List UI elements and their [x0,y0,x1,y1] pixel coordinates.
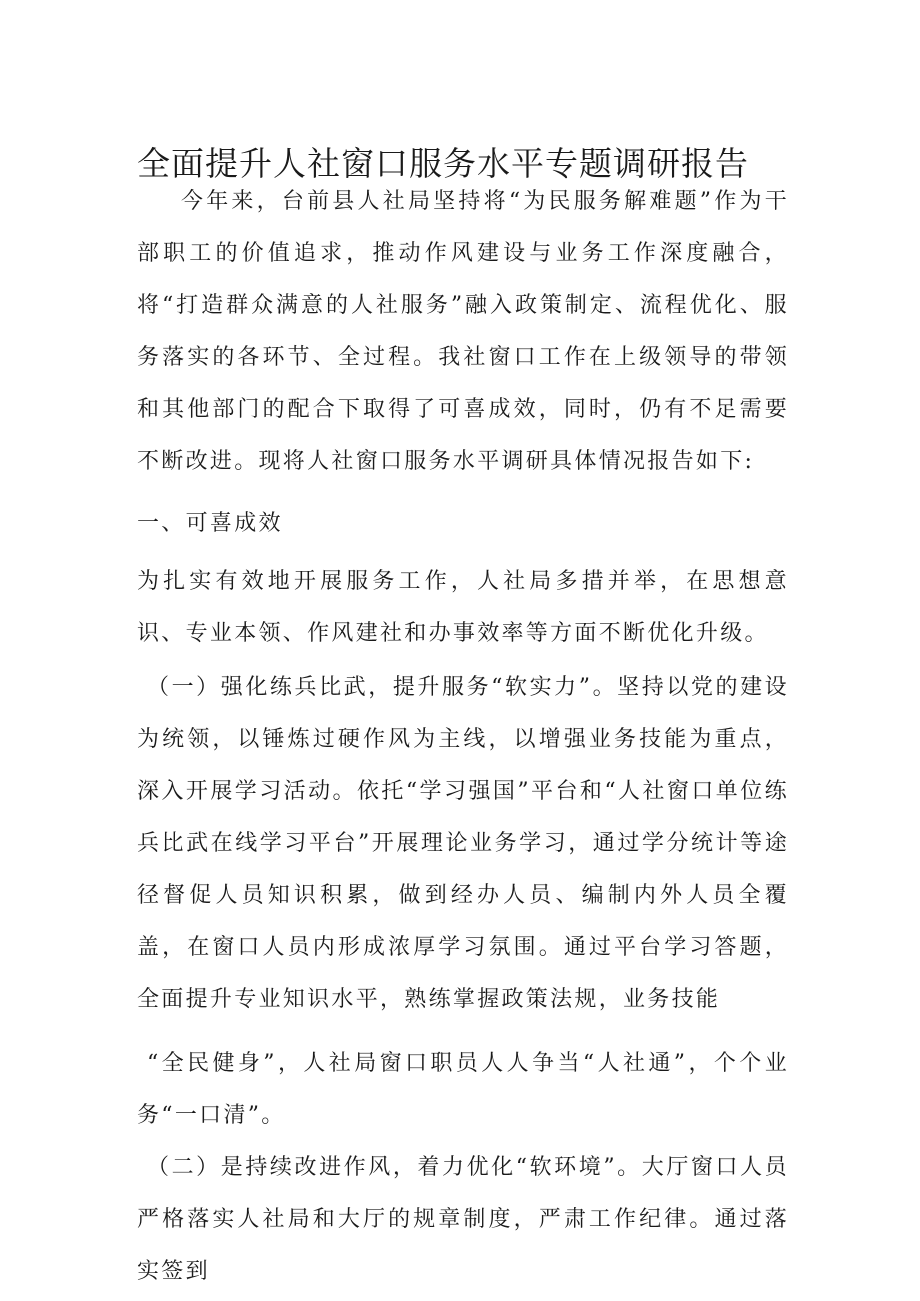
section-intro-paragraph: 为扎实有效地开展服务工作，人社局多措并举，在思想意识、专业本领、作风建社和办事效率等方面不断优化升级。 [137,569,789,646]
item-two-paragraph: （二）是持续改进作风，着力优化“软环境”。大厅窗口人员严格落实人社局和大厅的规章制度，严肃工作纪律。通过落实签到 [137,1155,789,1284]
intro-paragraph: 今年来，台前县人社局坚持将“为民服务解难题”作为干部职工的价值追求，推动作风建设与业务工作深度融合，将“打造群众满意的人社服务”融入政策制定、流程优化、服务落实的各环节、全过程。我社窗口工作在上级领导的带领和其他部门的配合下取得了可喜成效，同时，仍有不足需要不断改进。现将人社窗口服务水平调研具体情况报告如下: [137,189,789,474]
section-heading-achievements: 一、可喜成效 [137,511,283,536]
item-one-paragraph: （一）强化练兵比武，提升服务“软实力”。坚持以党的建设为统领，以锤炼过硬作风为主线，以增强业务技能为重点，深入开展学习活动。依托“学习强国”平台和“人社窗口单位练兵比武在线学习平台”开展理论业务学习，通过学分统计等途径督促人员知识积累，做到经办人员、编制内外人员全覆盖，在窗口人员内形成浓厚学习氛围。通过平台学习答题，全面提升专业知识水平，熟练掌握政策法规，业务技能 [137,675,789,1012]
item-one-continuation-paragraph: “全民健身”，人社局窗口职员人人争当“人社通”，个个业务“一口清”。 [137,1051,789,1128]
document-title: 全面提升人社窗口服务水平专题调研报告 [137,144,749,183]
